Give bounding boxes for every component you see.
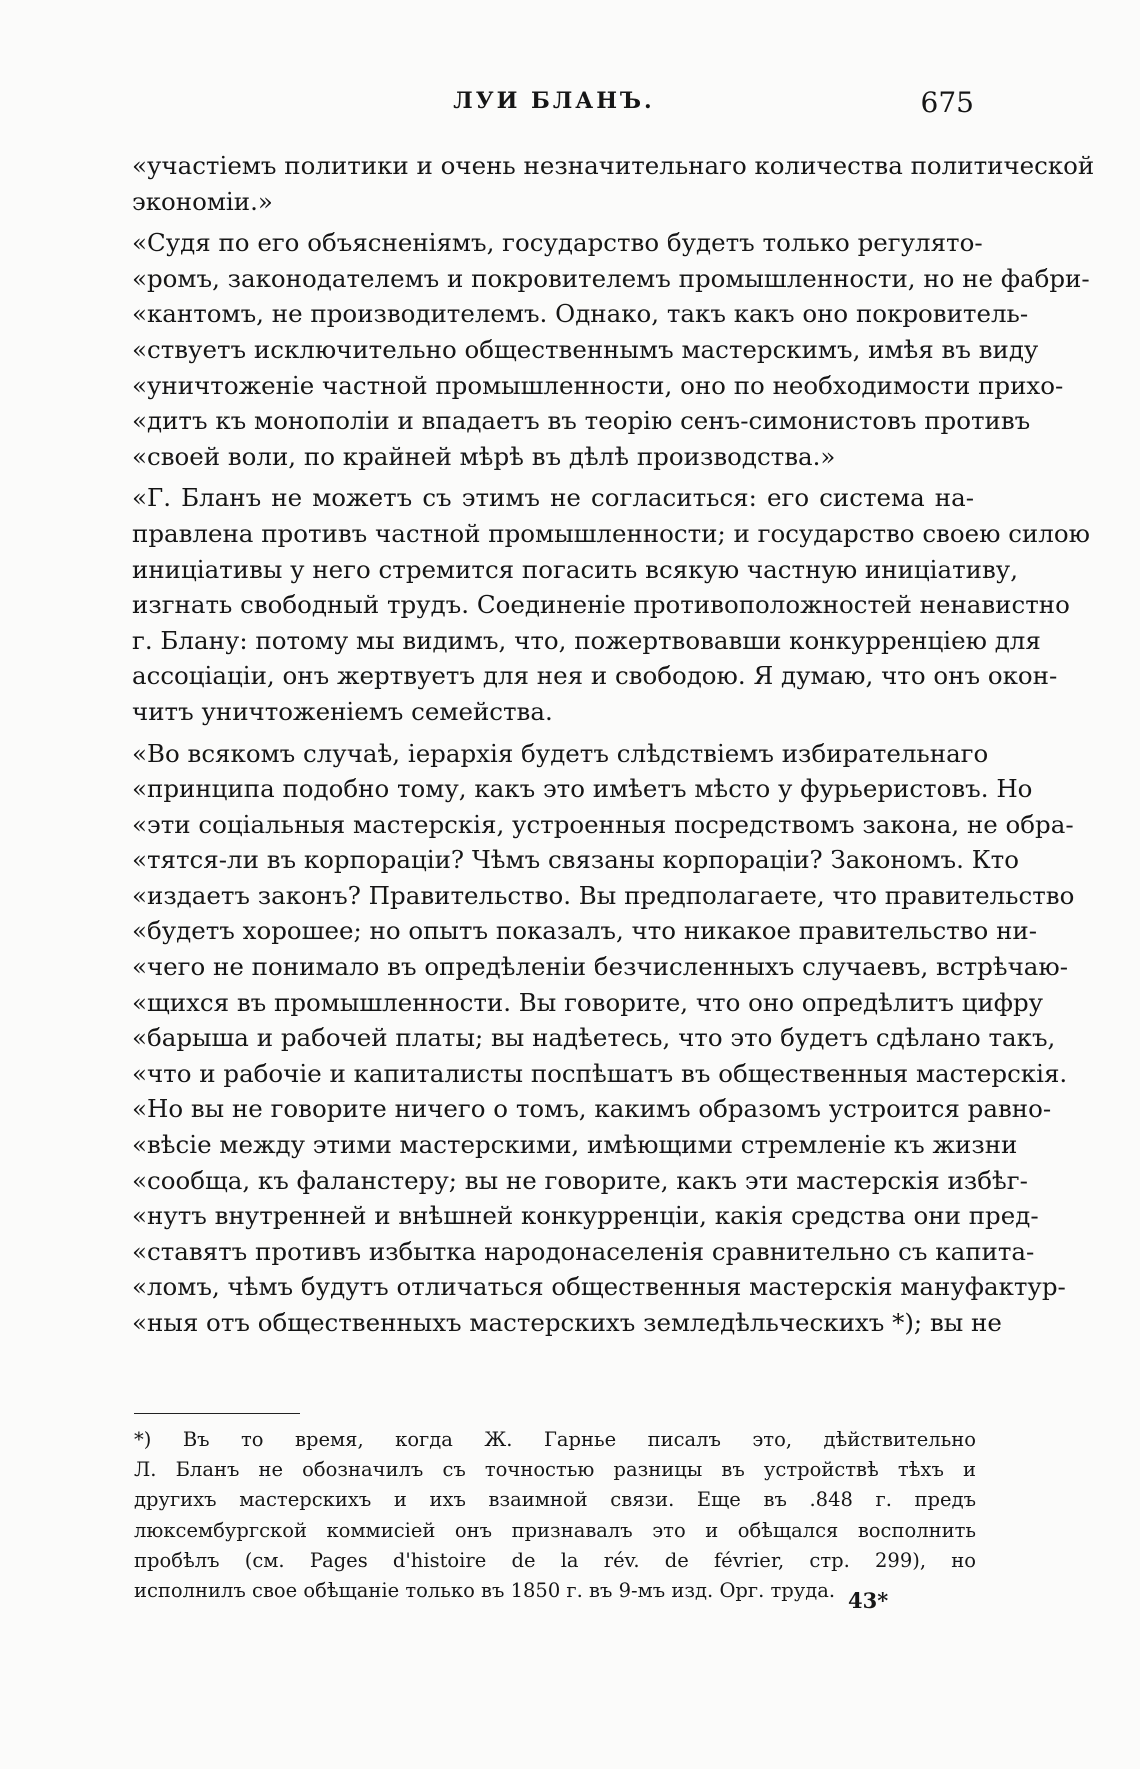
paragraph bbox=[132, 480, 1090, 729]
text-line: «ломъ, чѣмъ будутъ отличаться общественныя мастерскія мануфактур- bbox=[132, 1272, 1066, 1302]
text-line: «ставятъ противъ избытка народонаселенія сравнительно съ капита- bbox=[132, 1236, 1035, 1266]
page-header bbox=[134, 88, 974, 124]
text-line: изгнать свободный трудъ. Соединеніе противоположностей ненавистно bbox=[132, 590, 1070, 620]
text-line: «Во всякомъ случаѣ, іерархія будетъ слѣдствіемъ избирательнаго bbox=[132, 738, 989, 768]
main-text bbox=[132, 148, 1095, 1341]
text-line: «нутъ внутренней и внѣшней конкурренціи, какія средства они пред- bbox=[132, 1201, 1039, 1231]
footnote-line: другихъ мастерскихъ и ихъ взаимной связи. Еще въ .848 г. предъ bbox=[134, 1488, 976, 1512]
page-number: 675 bbox=[920, 86, 974, 119]
text-line: «тятся-ли въ корпораціи? Чѣмъ связаны корпораціи? Закономъ. Кто bbox=[132, 845, 1019, 875]
text-line: ассоціаціи, онъ жертвуетъ для нея и свободою. Я думаю, что онъ окон- bbox=[132, 661, 1058, 691]
text-line: «Г. Бланъ не можетъ съ этимъ не согласиться: его система на- bbox=[132, 483, 974, 513]
footnote-line: исполнилъ свое обѣщаніе только въ 1850 г. въ 9-мъ изд. Орг. труда. bbox=[134, 1579, 836, 1603]
text-line: «принципа подобно тому, какъ это имѣетъ мѣсто у фурьеристовъ. Но bbox=[132, 774, 1033, 804]
text-line: иниціативы у него стремится погасить всякую частную иниціативу, bbox=[132, 554, 1018, 584]
text-line: г. Блану: потому мы видимъ, что, пожертвовавши конкурренціею для bbox=[132, 625, 1041, 655]
text-line: «дитъ къ монополіи и впадаетъ въ теорію сенъ-симонистовъ противъ bbox=[132, 406, 1031, 436]
text-line: «барыша и рабочей платы; вы надѣетесь, что это будетъ сдѣлано такъ, bbox=[132, 1023, 1056, 1053]
footnote-line: *) Въ то время, когда Ж. Гарнье писалъ это, дѣйствительно bbox=[134, 1428, 976, 1451]
paragraph bbox=[132, 225, 1090, 474]
text-line: «вѣсіе между этими мастерскими, имѣющими стремленіе къ жизни bbox=[132, 1130, 1018, 1160]
text-line: «что и рабочіе и капиталисты поспѣшатъ въ общественныя мастерскія. bbox=[132, 1058, 1068, 1088]
text-line: «Судя по его объясненіямъ, государство будетъ только регулято- bbox=[132, 228, 983, 258]
footnote-divider bbox=[134, 1413, 300, 1414]
text-line: «участіемъ политики и очень незначительнаго количества политической bbox=[132, 151, 1095, 180]
text-line: правлена противъ частной промышленности; и государство своею силою bbox=[132, 518, 1090, 548]
text-line: «издаетъ законъ? Правительство. Вы предполагаете, что правительство bbox=[132, 880, 1075, 910]
footnote-line: пробѣлъ (см. Pages d'histoire de la rév. de février, стр. 299), но bbox=[134, 1548, 976, 1572]
text-line: «щихся въ промышленности. Вы говорите, что оно опредѣлитъ цифру bbox=[132, 987, 1044, 1017]
text-line: «ромъ, законодателемъ и покровителемъ промышленности, но не фабри- bbox=[132, 263, 1090, 293]
footnote-line: Л. Бланъ не обозначилъ съ точностью разницы въ устройствѣ тѣхъ и bbox=[134, 1458, 976, 1482]
text-line: «чего не понимало въ опредѣленіи безчисленныхъ случаевъ, встрѣчаю- bbox=[132, 952, 1068, 982]
paragraph bbox=[132, 736, 1075, 1341]
text-line: читъ уничтоженіемъ семейства. bbox=[132, 696, 553, 726]
signature-mark: 43* bbox=[848, 1588, 889, 1613]
text-line: «сообща, къ фаланстеру; вы не говорите, какъ эти мастерскія избѣг- bbox=[132, 1165, 1028, 1195]
text-line: «эти соціальныя мастерскія, устроенныя посредствомъ закона, не обра- bbox=[132, 809, 1074, 839]
text-line: «будетъ хорошее; но опытъ показалъ, что никакое правительство ни- bbox=[132, 916, 1038, 946]
running-title: ЛУИ БЛАНЪ. bbox=[453, 88, 655, 114]
paragraph bbox=[132, 148, 1095, 219]
text-line: «Но вы не говорите ничего о томъ, какимъ образомъ устроится равно- bbox=[132, 1094, 1052, 1124]
text-line: «ствуетъ исключительно общественнымъ мастерскимъ, имѣя въ виду bbox=[132, 334, 1039, 364]
footnote bbox=[134, 1425, 976, 1606]
text-line: «кантомъ, не производителемъ. Однако, такъ какъ оно покровитель- bbox=[132, 299, 1029, 329]
footnote-line: люксембургской коммисiей онъ признавалъ это и обѣщался восполнить bbox=[134, 1518, 976, 1542]
text-line: экономіи.» bbox=[132, 186, 273, 216]
text-line: «своей воли, по крайней мѣрѣ въ дѣлѣ производства.» bbox=[132, 441, 836, 471]
text-line: «уничтоженіе частной промышленности, оно по необходимости прихо- bbox=[132, 370, 1064, 400]
text-line: «ныя отъ общественныхъ мастерскихъ земледѣльческихъ *); вы не bbox=[132, 1308, 1002, 1337]
